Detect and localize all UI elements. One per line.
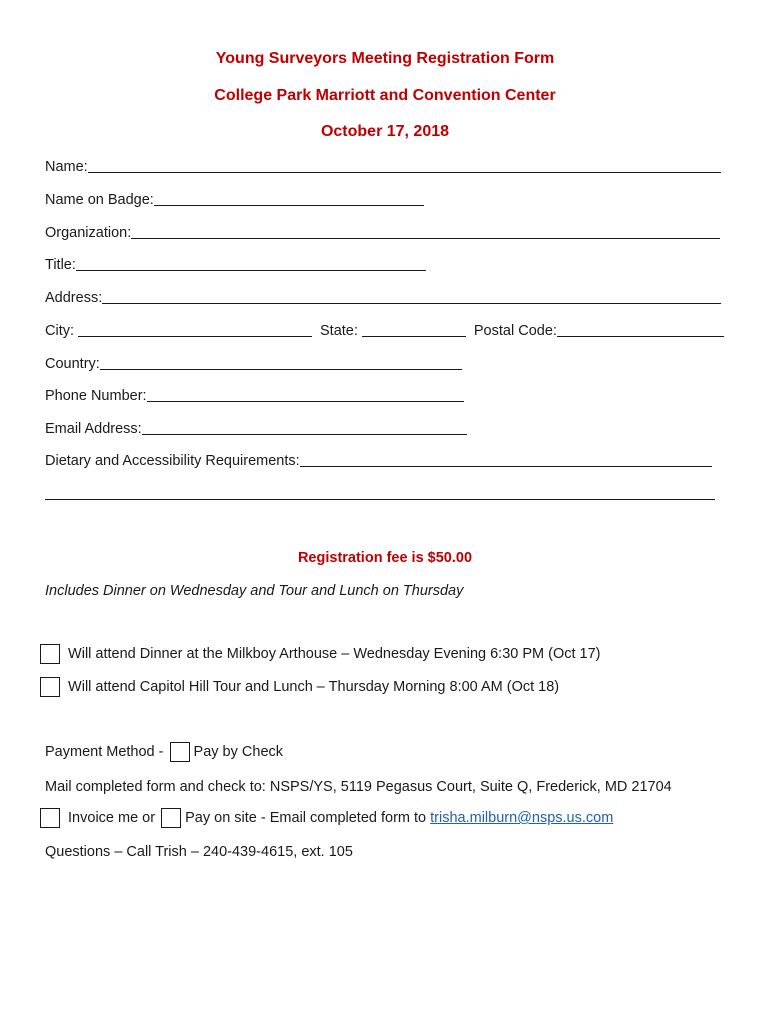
invoice-checkbox[interactable] [40,808,60,828]
pay-by-check-checkbox[interactable] [170,742,190,762]
badge-label: Name on Badge: [45,192,154,208]
email-label: Email Address: [45,421,142,437]
mail-instructions: Mail completed form and check to: NSPS/YS, 5119 Pegasus Court, Suite Q, Frederick, MD 21704 [45,779,672,795]
country-field[interactable] [45,355,462,372]
invoice-row [40,808,613,828]
tour-label: Will attend Capitol Hill Tour and Lunch – Thursday Morning 8:00 AM (Oct 18) [68,678,560,695]
phone-line[interactable] [147,387,464,402]
contact-email-link[interactable]: trisha.milburn@nsps.us.com [430,809,614,826]
name-line[interactable] [88,158,721,173]
city-state-postal-row [45,322,724,339]
dietary-line[interactable] [300,452,712,467]
phone-label: Phone Number: [45,388,147,404]
city-line[interactable] [78,322,312,337]
payment-method-row [45,742,283,762]
postal-label: Postal Code: [473,323,557,339]
organization-label: Organization: [45,225,132,241]
dinner-label: Will attend Dinner at the Milkboy Arthouse – Wednesday Evening 6:30 PM (Oct 17) [68,645,601,662]
pay-on-site-label: Pay on site - Email completed form to [185,809,431,826]
phone-field[interactable] [45,387,464,404]
country-label: Country: [45,356,100,372]
state-label: State: [320,323,358,339]
email-line[interactable] [142,420,467,435]
dinner-option[interactable] [40,644,601,664]
dietary-field[interactable] [45,452,712,469]
name-label: Name: [45,159,88,175]
tour-checkbox[interactable] [40,677,60,697]
pay-on-site-checkbox[interactable] [161,808,181,828]
organization-line[interactable] [131,224,720,239]
dinner-checkbox[interactable] [40,644,60,664]
dietary-label: Dietary and Accessibility Requirements: [45,453,300,469]
postal-line[interactable] [557,322,724,337]
badge-field[interactable] [45,191,424,208]
event-date: October 17, 2018 [320,123,450,140]
state-line[interactable] [362,322,466,337]
registration-fee: Registration fee is $50.00 [297,550,473,566]
title-label: Title: [45,257,76,273]
venue-title: College Park Marriott and Convention Center [214,87,556,104]
country-line[interactable] [100,355,462,370]
address-field[interactable] [45,289,721,306]
fee-includes: Includes Dinner on Wednesday and Tour and Lunch on Thursday [45,583,464,599]
badge-line[interactable] [154,191,424,206]
pay-by-check-label: Pay by Check [193,743,284,760]
organization-field[interactable] [45,224,720,241]
payment-method-label: Payment Method - [45,743,164,760]
address-label: Address: [45,290,103,306]
name-field[interactable] [45,158,721,175]
tour-option[interactable] [40,677,559,697]
title-field[interactable] [45,256,426,273]
address-line[interactable] [102,289,721,304]
dietary-line-2[interactable] [45,485,715,500]
email-field[interactable] [45,420,467,437]
dietary-continuation[interactable] [45,485,715,502]
invoice-label: Invoice me or [68,809,156,826]
questions-contact: Questions – Call Trish – 240-439-4615, ext. 105 [45,844,353,860]
form-title: Young Surveyors Meeting Registration Form [215,50,555,67]
title-line[interactable] [76,256,426,271]
city-label: City: [45,323,74,339]
